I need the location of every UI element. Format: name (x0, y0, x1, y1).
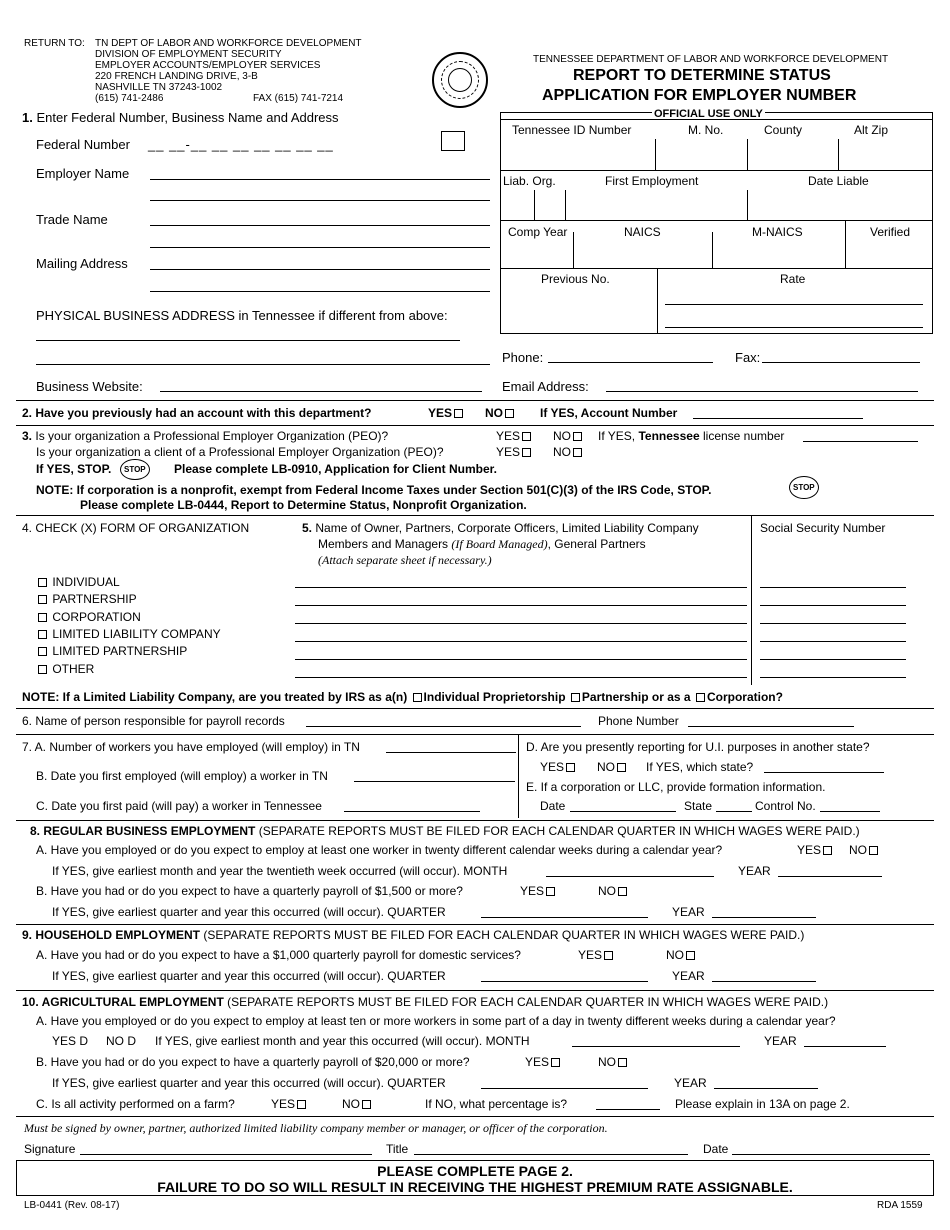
s7-d-no-label: NO (597, 760, 615, 774)
official-use-heading: OFFICIAL USE ONLY (654, 108, 763, 120)
s5-line2b: (If Board Managed) (451, 537, 548, 551)
label-m-naics: M-NAICS (752, 225, 803, 239)
section-3-number: 3. (22, 429, 33, 443)
form-title-line1: REPORT TO DETERMINE STATUS (573, 67, 831, 84)
s7-d-question: D. Are you presently reporting for U.I. purposes in another state? (526, 740, 870, 754)
llc-corporation-label: Corporation? (706, 690, 783, 704)
s7-b-question: B. Date you first employed (will employ) a worker in TN (36, 769, 328, 783)
s10-b-year-label: YEAR (674, 1076, 707, 1090)
mailing-address-input[interactable] (150, 269, 490, 270)
account-number-input[interactable] (693, 418, 863, 419)
s8-a-year-label: YEAR (738, 864, 771, 878)
ssn-input-3[interactable] (760, 623, 906, 624)
s3-q2-no-label: NO (553, 445, 571, 459)
s3-license-label: license number (702, 429, 785, 443)
formation-date-input[interactable] (570, 811, 676, 812)
s7-d-yes-checkbox[interactable] (566, 763, 575, 772)
return-address-line: TN DEPT OF LABOR AND WORKFORCE DEVELOPMENT (95, 38, 362, 49)
label-email: Email Address: (502, 379, 589, 394)
s10-quarter-input[interactable] (481, 1088, 648, 1089)
s10-a-question: A. Have you employed or do you expect to employ at least ten or more workers in some part of a day in twenty different weeks during a calendar year? (36, 1014, 836, 1028)
ssn-input-2[interactable] (760, 605, 906, 606)
s10-b-ifyes: If YES, give earliest quarter and year this occurred (will occur). QUARTER (52, 1076, 446, 1090)
official-use-box (500, 112, 933, 334)
signature-input[interactable] (80, 1154, 372, 1155)
s9-no-label: NO (666, 948, 684, 962)
option-corporation: CORPORATION (52, 610, 141, 624)
stop-sign-icon: STOP (120, 459, 150, 480)
date-label: Date (703, 1142, 729, 1156)
s8-a-year-input[interactable] (778, 876, 882, 877)
label-liab-org: Liab. Org. (503, 174, 556, 188)
owner-name-input-6[interactable] (295, 677, 747, 678)
s10-a-no[interactable]: NO D (106, 1034, 136, 1048)
s10-month-input[interactable] (572, 1046, 740, 1047)
s7-a-question: 7. A. Number of workers you have employed (will employ) in TN (22, 740, 360, 754)
section-10-note: (SEPARATE REPORTS MUST BE FILED FOR EACH CALENDAR QUARTER IN WHICH WAGES WERE PAID.) (227, 995, 829, 1009)
s3-q2-no-checkbox[interactable] (573, 448, 582, 457)
first-paid-date-input[interactable] (344, 811, 480, 812)
ssn-input-5[interactable] (760, 659, 906, 660)
owner-name-input-3[interactable] (295, 623, 747, 624)
section-9-note: (SEPARATE REPORTS MUST BE FILED FOR EACH CALENDAR QUARTER IN WHICH WAGES WERE PAID.) (203, 928, 805, 942)
llc-note: NOTE: If a Limited Liability Company, are you treated by IRS as a(n) (22, 690, 408, 704)
section-4-heading: 4. CHECK (X) FORM OF ORGANIZATION (22, 521, 250, 535)
label-business-website: Business Website: (36, 379, 143, 394)
s10-c-yes-label: YES (271, 1097, 296, 1111)
s2-account-number-label: If YES, Account Number (540, 406, 678, 420)
rda-number: RDA 1559 (877, 1200, 923, 1211)
s9-yes-label: YES (578, 948, 603, 962)
s7-e-question: E. If a corporation or LLC, provide formation information. (526, 780, 826, 794)
s3-q1-no-label: NO (553, 429, 571, 443)
s7-d-no-checkbox[interactable] (617, 763, 626, 772)
s3-complete-lb0910: Please complete LB-0910, Application for Client Number. (174, 462, 497, 476)
s10-c-question: C. Is all activity performed on a farm? (36, 1097, 235, 1111)
s7-d-which-state: If YES, which state? (646, 760, 754, 774)
owner-name-input-5[interactable] (295, 659, 747, 660)
llc-individual-checkbox[interactable] (413, 693, 422, 702)
label-previous-no: Previous No. (541, 272, 610, 286)
s2-no-label: NO (485, 406, 503, 420)
section-9-heading: 9. HOUSEHOLD EMPLOYMENT (22, 928, 201, 942)
checkbox-corporation[interactable] (38, 613, 47, 622)
return-address-line: EMPLOYER ACCOUNTS/EMPLOYER SERVICES (95, 60, 321, 71)
email-input[interactable] (606, 391, 918, 392)
section-1-heading: Enter Federal Number, Business Name and Address (36, 110, 339, 125)
label-naics: NAICS (624, 225, 661, 239)
s8-b-ifyes: If YES, give earliest quarter and year this occurred (will occur). QUARTER (52, 905, 446, 919)
option-limited-partnership: LIMITED PARTNERSHIP (52, 644, 188, 658)
option-other: OTHER (52, 662, 95, 676)
s10-a-year-input[interactable] (804, 1046, 886, 1047)
page2-notice-line2: FAILURE TO DO SO WILL RESULT IN RECEIVING THE HIGHEST PREMIUM RATE ASSIGNABLE. (157, 1179, 793, 1195)
ssn-input-4[interactable] (760, 641, 906, 642)
s3-ifyes-label: If YES, (598, 429, 636, 443)
signature-note: Must be signed by owner, partner, authorized limited liability company member or manager, or officer of the corporation. (24, 1121, 608, 1135)
s5-line2a: Members and Managers (318, 537, 449, 551)
form-number: LB-0441 (Rev. 08-17) (24, 1200, 120, 1211)
section-6-question: 6. Name of person responsible for payroll records (22, 714, 285, 728)
owner-name-input-1[interactable] (295, 587, 747, 588)
option-partnership: PARTNERSHIP (52, 592, 137, 606)
s2-yes-checkbox[interactable] (454, 409, 463, 418)
label-employer-name: Employer Name (36, 166, 130, 181)
s8-a-question: A. Have you employed or do you expect to employ at least one worker in twenty different calendar weeks during a calendar year? (36, 843, 723, 857)
section-10-heading: 10. AGRICULTURAL EMPLOYMENT (22, 995, 224, 1009)
mailing-address-input-2[interactable] (150, 291, 490, 292)
s3-q2-yes-label: YES (496, 445, 521, 459)
s10-c-no-checkbox[interactable] (362, 1100, 371, 1109)
s7-d-yes-label: YES (540, 760, 565, 774)
state-seal-icon (432, 52, 488, 108)
s8-a-yes-checkbox[interactable] (823, 846, 832, 855)
s5-attach-note: (Attach separate sheet if necessary.) (318, 553, 492, 567)
employer-name-input-2[interactable] (150, 200, 490, 201)
control-number-input[interactable] (820, 811, 880, 812)
checkbox-limited-partnership[interactable] (38, 647, 47, 656)
s9-ifyes: If YES, give earliest quarter and year this occurred (will occur). QUARTER (52, 969, 446, 983)
label-first-employment: First Employment (605, 174, 699, 188)
s3-q2-yes-checkbox[interactable] (522, 448, 531, 457)
signature-label: Signature (24, 1142, 76, 1156)
payroll-phone-input[interactable] (688, 726, 854, 727)
label-tn-id: Tennessee ID Number (512, 123, 632, 137)
s10-a-year-label: YEAR (764, 1034, 797, 1048)
return-phone: (615) 741-2486 (95, 93, 164, 104)
s10-b-question: B. Have you had or do you expect to have a quarterly payroll of $20,000 or more? (36, 1055, 470, 1069)
s8-b-no-checkbox[interactable] (618, 887, 627, 896)
s2-no-checkbox[interactable] (505, 409, 514, 418)
s8-a-no-label: NO (849, 843, 867, 857)
s8-b-yes-checkbox[interactable] (546, 887, 555, 896)
other-state-input[interactable] (764, 772, 884, 773)
s10-c-no-label: NO (342, 1097, 360, 1111)
section-8-note: (SEPARATE REPORTS MUST BE FILED FOR EACH CALENDAR QUARTER IN WHICH WAGES WERE PAID.) (258, 824, 860, 838)
s7-e-state-label: State (684, 799, 713, 813)
s3-q1-yes-label: YES (496, 429, 521, 443)
s8-b-question: B. Have you had or do you expect to have a quarterly payroll of $1,500 or more? (36, 884, 463, 898)
owner-name-input-2[interactable] (295, 605, 747, 606)
label-federal-number: Federal Number (36, 137, 130, 152)
s3-ifyes-stop: If YES, STOP. (36, 462, 112, 476)
s10-c-explain: Please explain in 13A on page 2. (675, 1097, 850, 1111)
section-5-number: 5. (302, 521, 313, 535)
label-phone: Phone: (502, 350, 544, 365)
section-1-number: 1. (22, 110, 33, 125)
physical-address-input[interactable] (36, 340, 460, 341)
farm-percentage-input[interactable] (596, 1109, 660, 1110)
trade-name-input[interactable] (150, 225, 490, 226)
return-to-label: RETURN TO: (24, 38, 85, 49)
s3-complete-lb0444: Please complete LB-0444, Report to Determine Status, Nonprofit Organization. (80, 498, 527, 512)
s9-year-label: YEAR (672, 969, 705, 983)
form-title-line2: APPLICATION FOR EMPLOYER NUMBER (542, 87, 857, 104)
label-county: County (764, 123, 803, 137)
checkbox-individual[interactable] (38, 578, 47, 587)
section-8-heading: 8. REGULAR BUSINESS EMPLOYMENT (30, 824, 256, 838)
first-employed-date-input[interactable] (354, 781, 515, 782)
phone-input[interactable] (548, 362, 713, 363)
checkbox-partnership[interactable] (38, 595, 47, 604)
s3-peo-question: Is your organization a Professional Employer Organization (PEO)? (35, 429, 389, 443)
s7-e-date-label: Date (540, 799, 566, 813)
s8-a-no-checkbox[interactable] (869, 846, 878, 855)
s10-b-yes-checkbox[interactable] (551, 1058, 560, 1067)
llc-corporation-checkbox[interactable] (696, 693, 705, 702)
s10-b-no-label: NO (598, 1055, 616, 1069)
s3-q1-no-checkbox[interactable] (573, 432, 582, 441)
label-comp-year: Comp Year (508, 225, 568, 239)
s10-b-no-checkbox[interactable] (618, 1058, 627, 1067)
s10-a-ifyes: If YES, give earliest month and year this occurred (will occur). MONTH (155, 1034, 530, 1048)
option-individual: INDIVIDUAL (52, 575, 120, 589)
date-input[interactable] (732, 1154, 930, 1155)
option-llc: LIMITED LIABILITY COMPANY (52, 627, 221, 641)
llc-partnership-checkbox[interactable] (571, 693, 580, 702)
formation-state-input[interactable] (716, 811, 752, 812)
label-alt-zip: Alt Zip (854, 123, 889, 137)
s3-q1-yes-checkbox[interactable] (522, 432, 531, 441)
s8-b-year-input[interactable] (712, 917, 816, 918)
peo-license-input[interactable] (803, 441, 918, 442)
llc-partnership-label: Partnership or as a (581, 690, 691, 704)
label-mailing-address: Mailing Address (36, 256, 128, 271)
s8-b-year-label: YEAR (672, 905, 705, 919)
label-m-no: M. No. (688, 123, 724, 137)
physical-address-input-2[interactable] (36, 364, 490, 365)
return-address-line: DIVISION OF EMPLOYMENT SECURITY (95, 49, 282, 60)
federal-number-checkbox[interactable] (441, 131, 465, 151)
federal-number-input[interactable]: __ __-__ __ __ __ __ __ __ (148, 137, 334, 152)
label-verified: Verified (870, 225, 911, 239)
s7-c-question: C. Date you first paid (will pay) a worker in Tennessee (36, 799, 322, 813)
label-rate: Rate (780, 272, 806, 286)
s10-a-yes[interactable]: YES D (52, 1034, 89, 1048)
department-name: TENNESSEE DEPARTMENT OF LABOR AND WORKFORCE DEVELOPMENT (533, 54, 889, 65)
s3-tennessee-label: Tennessee (638, 429, 700, 443)
s10-c-ifno: If NO, what percentage is? (425, 1097, 568, 1111)
s9-quarter-input[interactable] (481, 981, 648, 982)
s10-b-year-input[interactable] (714, 1088, 818, 1089)
fax-input[interactable] (762, 362, 920, 363)
label-fax: Fax: (735, 350, 761, 365)
s7-e-control-label: Control No. (755, 799, 816, 813)
s8-b-yes-label: YES (520, 884, 545, 898)
page2-notice-line1: PLEASE COMPLETE PAGE 2. (377, 1163, 573, 1179)
label-trade-name: Trade Name (36, 212, 108, 227)
s9-a-question: A. Have you had or do you expect to have a $1,000 quarterly payroll for domestic services? (36, 948, 521, 962)
s8-a-ifyes: If YES, give earliest month and year the twentieth week occurred (will occur). MONTH (52, 864, 508, 878)
stop-sign-icon: STOP (789, 476, 819, 499)
num-workers-input[interactable] (386, 752, 516, 753)
s3-nonprofit-note: NOTE: If corporation is a nonprofit, exempt from Federal Income Taxes under Section 501(C)(3) of the IRS Code, STOP. (36, 483, 712, 497)
s2-yes-label: YES (428, 406, 453, 420)
owner-name-input-4[interactable] (295, 641, 747, 642)
section-2-question: 2. Have you previously had an account with this department? (22, 406, 372, 420)
return-address-line: NASHVILLE TN 37243-1002 (95, 82, 223, 93)
ssn-input-1[interactable] (760, 587, 906, 588)
label-date-liable: Date Liable (808, 174, 869, 188)
website-input[interactable] (160, 391, 482, 392)
s10-c-yes-checkbox[interactable] (297, 1100, 306, 1109)
return-address-line: 220 FRENCH LANDING DRIVE, 3-B (95, 71, 258, 82)
payroll-person-input[interactable] (306, 726, 581, 727)
llc-individual-label: Individual Proprietorship (423, 690, 566, 704)
s9-yes-checkbox[interactable] (604, 951, 613, 960)
s5-line2c: , General Partners (547, 537, 646, 551)
s10-b-yes-label: YES (525, 1055, 550, 1069)
label-physical-address: PHYSICAL BUSINESS ADDRESS in Tennessee if different from above: (36, 308, 448, 323)
s6-phone-label: Phone Number (598, 714, 679, 728)
employer-name-input[interactable] (150, 179, 490, 180)
s3-client-question: Is your organization a client of a Professional Employer Organization (PEO)? (36, 445, 444, 459)
trade-name-input-2[interactable] (150, 247, 490, 248)
checkbox-other[interactable] (38, 665, 47, 674)
s8-quarter-input[interactable] (481, 917, 648, 918)
title-label: Title (386, 1142, 409, 1156)
s5-line1: Name of Owner, Partners, Corporate Officers, Limited Liability Company (315, 521, 699, 535)
title-input[interactable] (414, 1154, 688, 1155)
s5-ssn-label: Social Security Number (760, 521, 886, 535)
s9-no-checkbox[interactable] (686, 951, 695, 960)
s9-year-input[interactable] (712, 981, 816, 982)
s8-month-input[interactable] (546, 876, 714, 877)
s8-a-yes-label: YES (797, 843, 822, 857)
return-fax: FAX (615) 741-7214 (253, 93, 344, 104)
ssn-input-6[interactable] (760, 677, 906, 678)
s8-b-no-label: NO (598, 884, 616, 898)
checkbox-llc[interactable] (38, 630, 47, 639)
